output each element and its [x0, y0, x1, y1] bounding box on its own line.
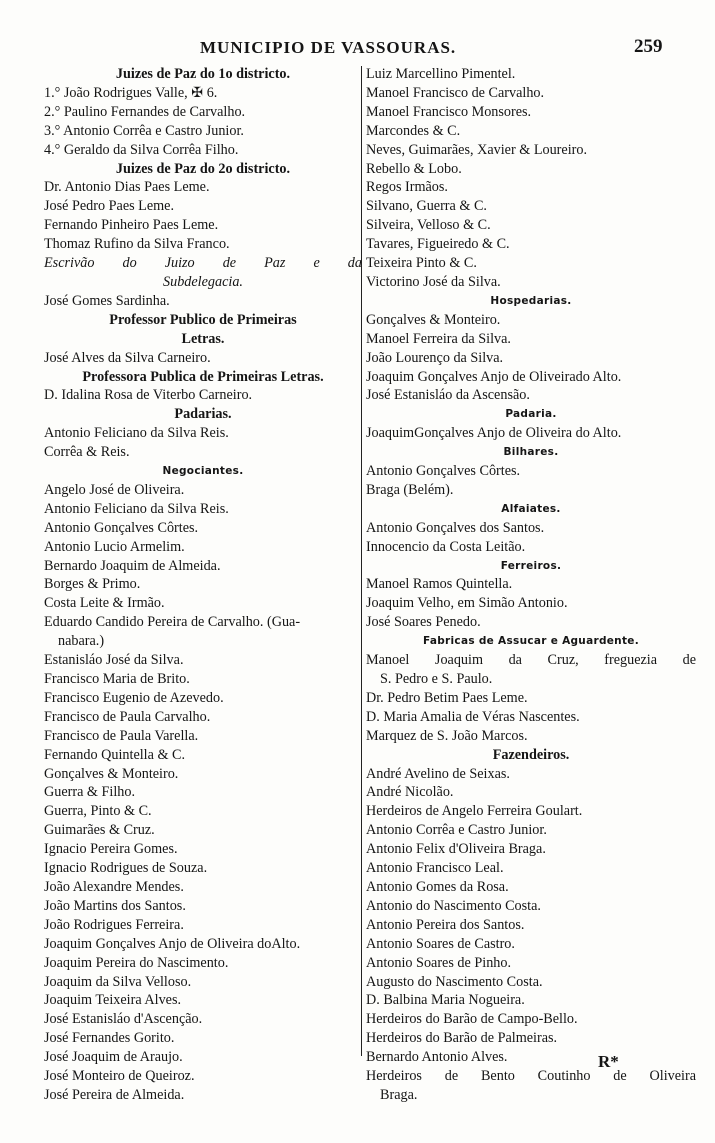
list-entry: Manoel Ferreira da Silva. — [366, 330, 511, 347]
list-entry: Antonio Corrêa e Castro Junior. — [366, 822, 547, 839]
list-entry: André Nicolão. — [366, 784, 454, 801]
list-entry: André Avelino de Seixas. — [366, 765, 510, 782]
left-column — [44, 65, 362, 1105]
list-entry: Antonio Gonçalves Côrtes. — [366, 463, 521, 480]
list-entry: Antonio Gonçalves Côrtes. — [44, 519, 199, 536]
list-entry: Joaquim Gonçalves Anjo de Oliveira doAlto. — [44, 935, 301, 952]
list-entry: Antonio Felix d'Oliveira Braga. — [366, 841, 546, 858]
list-entry: José Joaquim de Araujo. — [44, 1049, 183, 1066]
list-entry: José Monteiro de Queiroz. — [44, 1068, 195, 1085]
signature-mark: R* — [598, 1052, 619, 1071]
list-entry: João Alexandre Mendes. — [44, 878, 184, 895]
list-entry-continuation: Braga. — [380, 1086, 418, 1103]
list-entry: Dr. Pedro Betim Paes Leme. — [366, 689, 528, 706]
list-entry: Joaquim Gonçalves Anjo de Oliveirado Alto. — [366, 368, 622, 385]
list-entry: Guerra & Filho. — [44, 784, 136, 801]
list-entry: Joaquim da Silva Velloso. — [44, 973, 192, 990]
page-number: 259 — [634, 36, 663, 57]
section-heading: Padarias. — [174, 406, 232, 423]
list-entry: Angelo José de Oliveira. — [44, 481, 185, 498]
list-entry: Francisco de Paula Carvalho. — [44, 708, 211, 725]
list-entry: Manoel Joaquim da Cruz, freguezia de — [366, 652, 696, 669]
list-entry: Ignacio Pereira Gomes. — [44, 841, 178, 858]
section-heading: Professor Publico de Primeiras — [109, 311, 297, 328]
list-entry: 4.° Geraldo da Silva Corrêa Filho. — [44, 141, 239, 158]
list-entry: José Pereira de Almeida. — [44, 1086, 185, 1103]
right-column — [366, 65, 696, 1105]
list-entry: José Fernandes Gorito. — [44, 1030, 175, 1047]
section-heading: Bilhares. — [503, 446, 559, 459]
list-entry: José Soares Penedo. — [366, 614, 481, 631]
section-heading: Letras. — [181, 330, 225, 347]
list-entry: Guerra, Pinto & C. — [44, 803, 152, 820]
list-entry: 1.° João Rodrigues Valle, ✠ 6. — [44, 84, 218, 101]
list-entry: D. Maria Amalia de Véras Nascentes. — [366, 708, 580, 725]
list-entry: Silveira, Velloso & C. — [366, 217, 491, 234]
list-entry: Antonio Soares de Pinho. — [366, 954, 512, 971]
list-entry: Estanisláo José da Silva. — [44, 652, 184, 669]
section-heading: Padaria. — [505, 408, 557, 421]
list-entry: Manoel Francisco de Carvalho. — [366, 84, 545, 101]
list-entry: Tavares, Figueiredo & C. — [366, 236, 510, 253]
list-entry: Costa Leite & Irmão. — [44, 595, 165, 612]
list-entry: D. Idalina Rosa de Viterbo Carneiro. — [44, 387, 253, 404]
list-entry: Teixeira Pinto & C. — [366, 255, 477, 272]
list-entry: Francisco Maria de Brito. — [44, 671, 190, 687]
list-entry: Fernando Pinheiro Paes Leme. — [44, 217, 219, 234]
list-entry: Antonio Pereira dos Santos. — [366, 916, 525, 933]
section-heading: Fazendeiros. — [492, 746, 570, 763]
list-entry: Guimarães & Cruz. — [44, 822, 155, 839]
list-entry: Bernardo Joaquim de Almeida. — [44, 557, 221, 574]
list-entry: José Estanisláo da Ascensão. — [366, 387, 530, 404]
list-entry: Silvano, Guerra & C. — [366, 198, 487, 215]
list-entry: Corrêa & Reis. — [44, 444, 130, 461]
list-entry: Antonio Francisco Leal. — [366, 860, 504, 877]
list-entry: Braga (Belém). — [366, 481, 454, 498]
column-divider — [361, 66, 362, 1056]
list-entry: Eduardo Candido Pereira de Carvalho. (Gua- — [44, 614, 301, 631]
list-entry: Ignacio Rodrigues de Souza. — [44, 860, 208, 877]
list-entry: Innocencio da Costa Leitão. — [366, 538, 526, 555]
section-heading: Professora Publica de Primeiras Letras. — [82, 368, 324, 385]
list-entry: João Lourenço da Silva. — [366, 349, 504, 366]
list-entry: Joaquim Teixeira Alves. — [44, 992, 182, 1009]
list-entry: José Alves da Silva Carneiro. — [44, 349, 211, 366]
section-heading: Juizes de Paz do 2o districto. — [115, 160, 291, 177]
list-entry: Victorino José da Silva. — [366, 273, 501, 290]
list-entry-continuation: nabara.) — [58, 633, 105, 650]
list-entry: José Gomes Sardinha. — [44, 292, 170, 309]
section-heading: Fabricas de Assucar e Aguardente. — [423, 635, 639, 648]
list-entry: José Estanisláo d'Ascenção. — [44, 1011, 203, 1028]
list-entry: João Martins dos Santos. — [44, 897, 186, 914]
list-entry: Antonio Lucio Armelim. — [44, 538, 185, 555]
list-entry: Augusto do Nascimento Costa. — [366, 973, 543, 990]
list-entry: Joaquim Pereira do Nascimento. — [44, 954, 229, 971]
list-entry: Antonio Feliciano da Silva Reis. — [44, 425, 229, 442]
list-entry: Joaquim Velho, em Simão Antonio. — [366, 595, 568, 612]
list-entry: Marcondes & C. — [366, 122, 461, 139]
list-entry: D. Balbina Maria Nogueira. — [366, 992, 525, 1009]
list-entry-continuation: S. Pedro e S. Paulo. — [380, 671, 493, 687]
list-entry: Thomaz Rufino da Silva Franco. — [44, 236, 230, 253]
list-entry: Herdeiros do Barão de Palmeiras. — [366, 1030, 558, 1047]
list-entry: Antonio Gonçalves dos Santos. — [366, 519, 545, 536]
list-entry: 3.° Antonio Corrêa e Castro Junior. — [44, 122, 244, 139]
list-entry: Antonio Soares de Castro. — [366, 935, 515, 952]
list-entry: Francisco de Paula Varella. — [44, 727, 199, 744]
list-entry: Borges & Primo. — [44, 576, 141, 593]
list-entry: Gonçalves & Monteiro. — [366, 311, 501, 328]
list-entry: Manoel Francisco Monsores. — [366, 103, 532, 120]
list-entry: Dr. Antonio Dias Paes Leme. — [44, 179, 210, 196]
list-entry: Herdeiros do Barão de Campo-Bello. — [366, 1011, 578, 1028]
list-entry: Manoel Ramos Quintella. — [366, 576, 513, 593]
list-entry: João Rodrigues Ferreira. — [44, 916, 184, 933]
section-heading: Alfaiates. — [501, 502, 561, 515]
section-heading: Negociantes. — [162, 465, 244, 478]
list-entry: 2.° Paulino Fernandes de Carvalho. — [44, 103, 246, 120]
list-entry: Regos Irmãos. — [366, 179, 448, 196]
list-entry: Herdeiros de Bento Coutinho de Oliveira — [366, 1068, 696, 1085]
list-entry: Antonio Gomes da Rosa. — [366, 878, 509, 895]
list-entry: Gonçalves & Monteiro. — [44, 765, 179, 782]
list-entry: Antonio do Nascimento Costa. — [366, 897, 541, 914]
italic-caption: Escrivão do Juizo de Paz e da — [44, 255, 362, 272]
list-entry: Francisco Eugenio de Azevedo. — [44, 689, 224, 706]
section-heading: Juizes de Paz do 1o districto. — [115, 66, 291, 82]
list-entry: Antonio Feliciano da Silva Reis. — [44, 500, 229, 517]
list-entry: José Pedro Paes Leme. — [44, 198, 175, 215]
list-entry: Fernando Quintella & C. — [44, 746, 186, 763]
list-entry: Neves, Guimarães, Xavier & Loureiro. — [366, 141, 588, 158]
page-header — [0, 34, 715, 64]
list-entry: Herdeiros de Angelo Ferreira Goulart. — [366, 803, 583, 820]
running-title: MUNICIPIO DE VASSOURAS. — [200, 38, 457, 57]
italic-caption: Subdelegacia. — [163, 273, 243, 290]
list-entry: Bernardo Antonio Alves. — [366, 1049, 508, 1066]
section-heading: Ferreiros. — [500, 559, 562, 572]
list-entry: Marquez de S. João Marcos. — [366, 727, 528, 744]
list-entry: Luiz Marcellino Pimentel. — [366, 66, 516, 82]
list-entry: Rebello & Lobo. — [366, 160, 462, 177]
section-heading: Hospedarias. — [490, 294, 572, 307]
list-entry: JoaquimGonçalves Anjo de Oliveira do Alto. — [366, 425, 622, 442]
